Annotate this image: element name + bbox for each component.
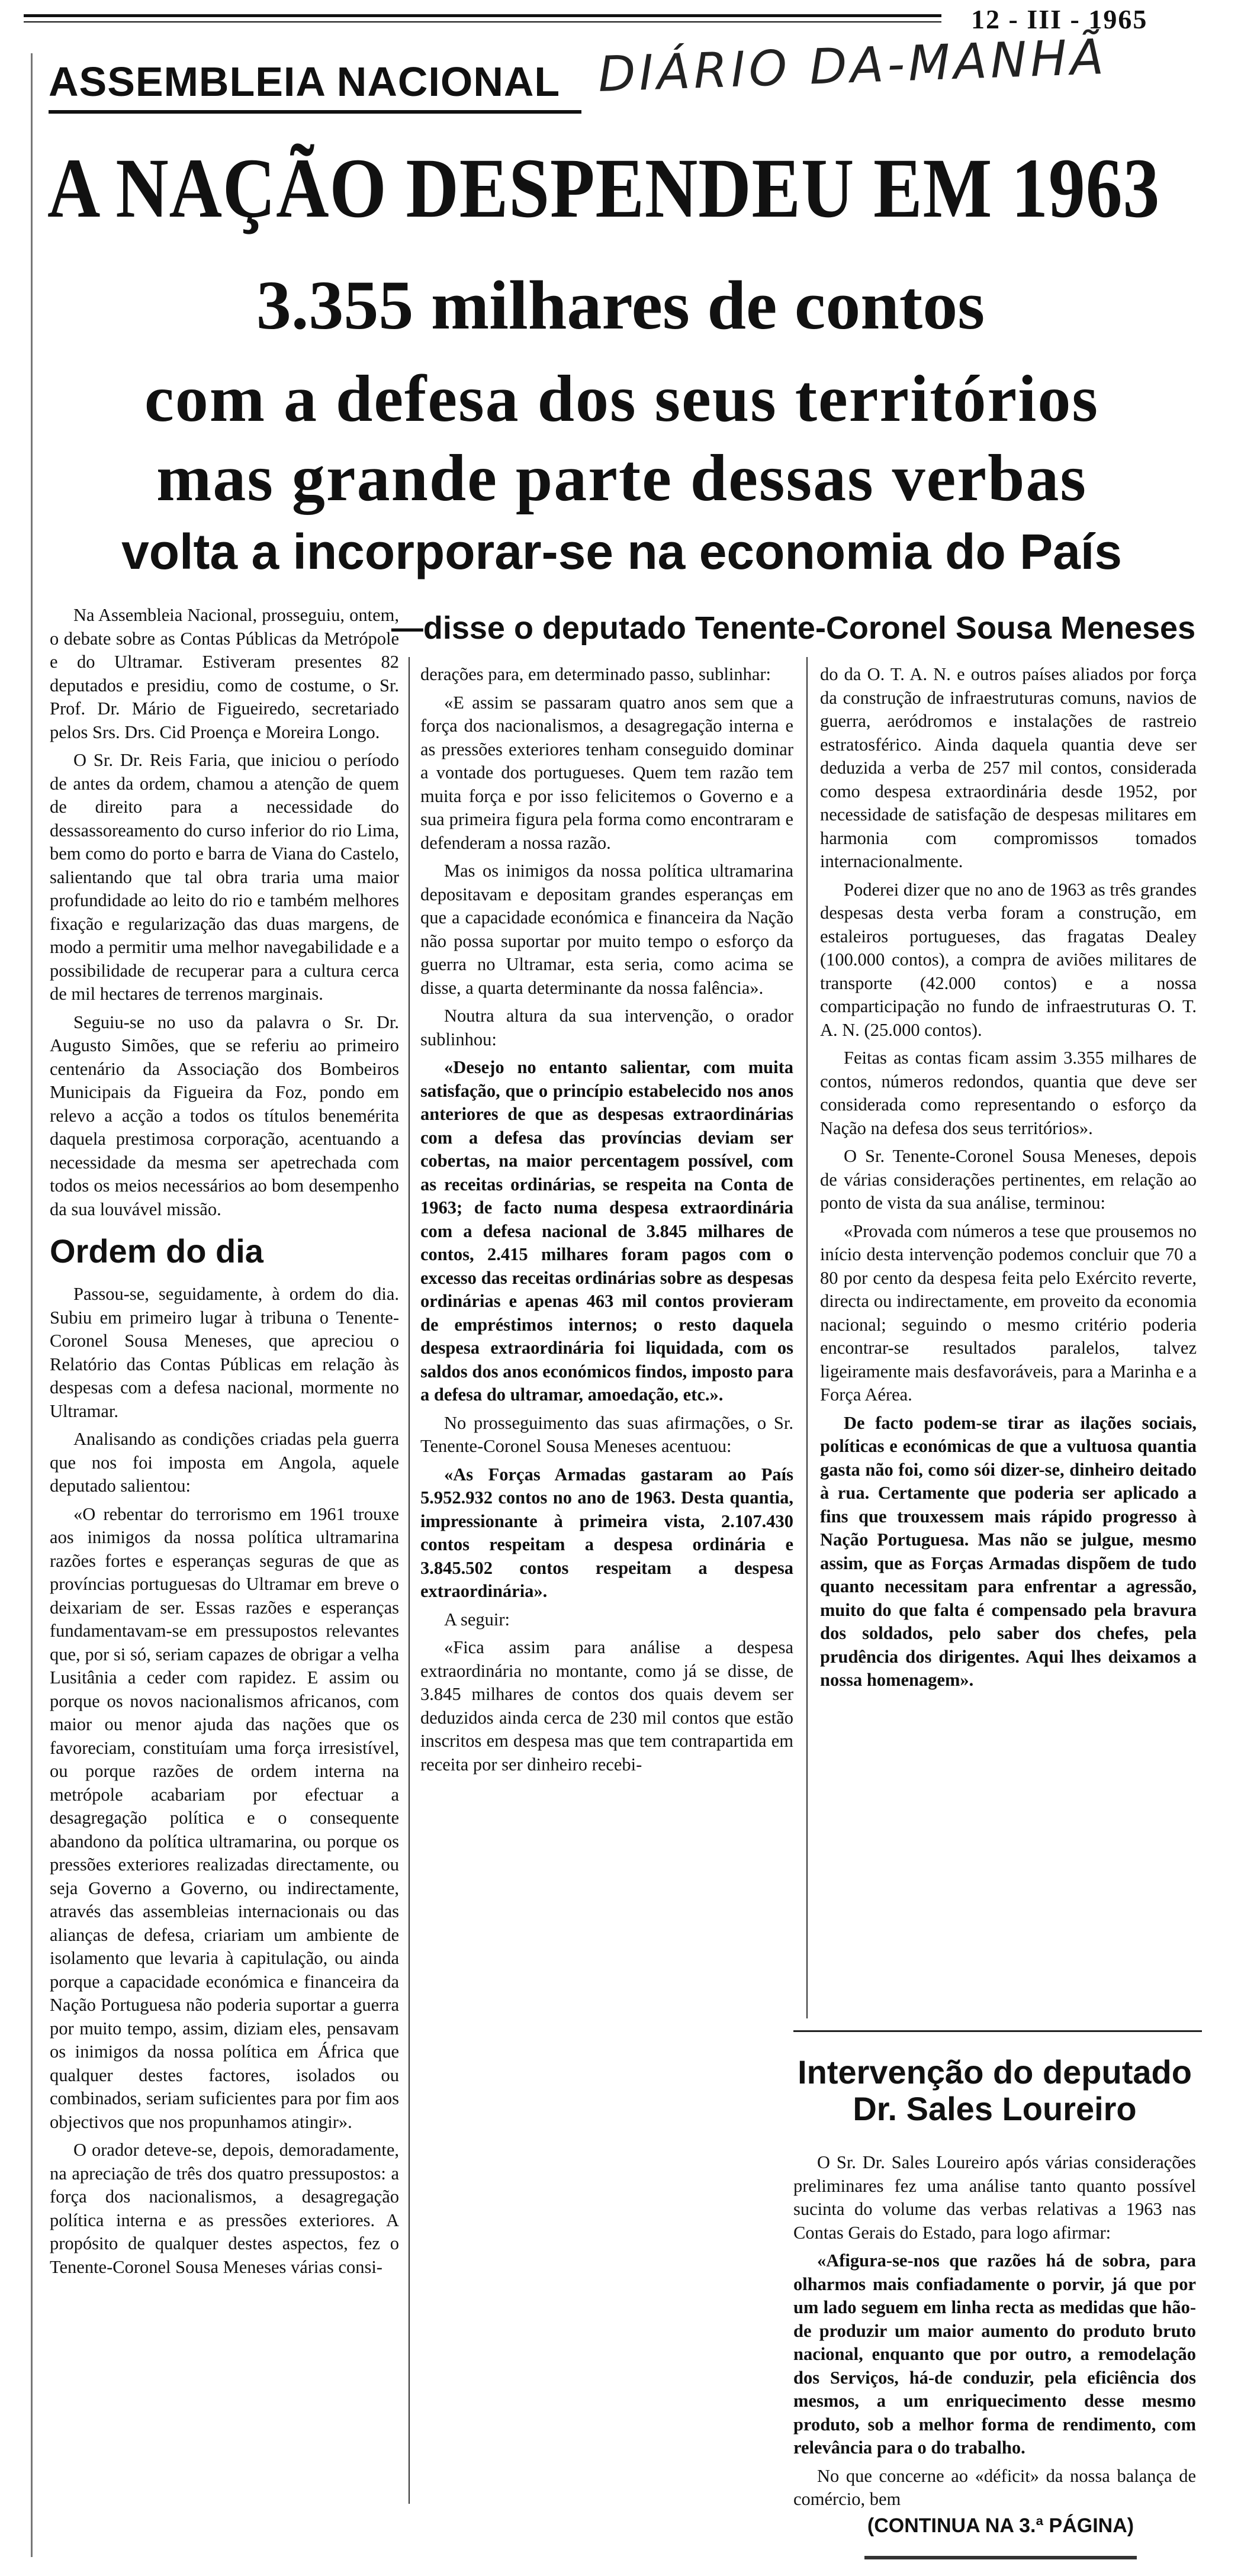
subhead-line: Dr. Sales Loureiro: [853, 2090, 1137, 2127]
paragraph: «Desejo no entanto salientar, com muita satisfação, que o princípio estabelecido nos anos anteriores de que as despesas extraordinárias com a defesa das províncias deviam ser cobertas, na maior percentagem possível, com as receitas ordinárias, se respeita na Conta de 1963; de facto numa despesa extraordinária com a defesa nacional de 3.845 milhares de contos, 2.415 milhares foram pagos com o excesso das receitas ordinárias sobre as despesas ordinárias e apenas 463 mil contos provieram de empréstimos internos; o resto daquela despesa extraordinária foi liquidada, com os saldos dos anos económicos findos, imposto para a defesa do ultramar, amoedação, etc.».: [420, 1057, 793, 1405]
headline-line-1: A NAÇÃO DESPENDEU EM 1963: [47, 141, 1160, 236]
subhead-intervencao: [793, 2054, 1196, 2127]
left-edge-line: [31, 53, 33, 2557]
top-rule: [24, 14, 941, 17]
paragraph: «O rebentar do terrorismo em 1961 trouxe aos inimigos da nossa política ultramarina razões fortes e esperanças seguras de que as províncias portuguesas do Ultramar em breve o deixariam de ser. Essas razões e esperanças fundamentavam-se em pressupostos relevantes que, por si só, seriam capazes de obrigar a velha Lusitânia a ceder com rapidez. E assim ou porque os novos nacionalismos africanos, com maior ou menor ajuda das nações que os favoreciam, constituíam uma força irresistível, ou porque razões de ordem interna na metrópole acabariam por efectuar a desagregação política e o consequente abandono da política ultramarina, ou porque os pressões exteriores realizadas directamente, ou seja Governo a Governo, ou indirectamente, através das assembleias internacionais ou das alianças de defesa, criariam um ambiente de isolamento que levaria à capitulação, ou ainda porque a capacidade económica e financeira da Nação Portuguesa não poderia suportar a guerra por muito tempo, assim, diziam eles, pensavam os inimigos da nossa política em África que qualquer destes factores, isolados ou combinados, seriam suficientes para por fim aos objectivos que nos propunhamos atingir».: [50, 1503, 399, 2132]
paragraph: A seguir:: [444, 1609, 510, 1630]
paragraph: «E assim se passaram quatro anos sem que a força dos nacionalismos, a desagregação interna e as pressões exteriores tenham conseguido dominar a vontade dos portugueses. Quem tem razão tem muita força e por isso felicitemos o Governo e a sua primeira figura pela forma como encontraram e defenderam a nossa razão.: [420, 692, 793, 853]
headline-line-5: volta a incorporar-se na economia do País: [121, 524, 1122, 579]
column-divider: [409, 657, 410, 2504]
section-rule: [793, 2030, 1202, 2032]
section-kicker: ASSEMBLEIA NACIONAL: [49, 59, 561, 105]
article-column-3: [820, 663, 1197, 1697]
subhead-ordem-do-dia: Ordem do dia: [50, 1232, 263, 1270]
headline-line-4: mas grande parte dessas verbas: [156, 442, 1087, 515]
paragraph: No que concerne ao «déficit» da nossa balança de comércio, bem: [793, 2465, 1196, 2509]
paragraph: Passou-se, seguidamente, à ordem do dia. Subiu em primeiro lugar à tribuna o Tenente-Coronel Sousa Meneses, que apreciou o Relatório das Contas Públicas em relação às despesas com a defesa nacional, mormente no Ultramar.: [50, 1284, 399, 1421]
paragraph: Seguiu-se no uso da palavra o Sr. Dr. Augusto Simões, que se referiu ao primeiro centenário da Associação dos Bombeiros Municipais da Figueira da Foz, pondo em relevo a acção a todos os títulos benemérita daquela prestimosa corporação, acentuando a necessidade da mesma ser apetrechada com todos os meios necessários ao bom desempenho da sua louvável missão.: [50, 1012, 399, 1219]
bottom-rule: [864, 2556, 1137, 2559]
paragraph: O Sr. Tenente-Coronel Sousa Meneses, depois de várias considerações pertinentes, em relação ao ponto de vista da sua análise, terminou:: [820, 1146, 1197, 1213]
paragraph: «Provada com números a tese que prousemos no início desta intervenção podemos concluir que 70 a 80 por cento da despesa feita pelo Exército reverte, directa ou indirectamente, em proveito da economia nacional; seguindo o mesmo critério poderia encontrar-se resultados paralelos, talvez ligeiramente mais desfavoráveis, para a Marinha e a Força Aérea.: [820, 1221, 1197, 1405]
paragraph: do da O. T. A. N. e outros países aliados por força da construção de infraestruturas comuns, navios de guerra, aeródromos e instalações de rastreio estratosférico. Ainda daquela quantia deve ser deduzida a verba de 257 mil contos, considerada como despesa extraordinária desde 1952, por necessidade de satisfação de despesas militares em harmonia com compromissos tomados internacionalmente.: [820, 664, 1197, 871]
continued-notice: (CONTINUA NA 3.ª PÁGINA): [867, 2514, 1134, 2537]
paragraph: Noutra altura da sua intervenção, o orador sublinhou:: [420, 1006, 793, 1049]
paragraph: Mas os inimigos da nossa política ultramarina depositavam e depositam grandes esperanças em que a capacidade económica e financeira da Nação não possa suportar por muito tempo o esforço da guerra no Ultramar, esta seria, como acima se disse, a quarta determinante da nossa falência».: [420, 861, 793, 998]
subhead-line: Intervenção do deputado: [798, 2053, 1192, 2091]
paragraph: «Fica assim para análise a despesa extraordinária no montante, como já se disse, de 3.845 milhares de contos dos quais devem ser deduzidos ainda cerca de 230 mil contos que estão inscritos em despesa mas que tem contrapartida em receita por ser dinheiro recebi-: [420, 1637, 793, 1775]
kicker-underline: [49, 110, 581, 114]
headline-line-2: 3.355 milhares de contos: [256, 266, 985, 344]
paragraph: «Afigura-se-nos que razões há de sobra, para olharmos mais confiadamente o porvir, já que por um lado seguem em linha recta as medidas que hão-de produzir um maior aumento do produto bruto nacional, enquanto que por outro, a remodelação dos Serviços, há-de conduzir, pela eficiência dos mesmos, a um enriquecimento desse mesmo produto, sob a melhor forma de rendimento, com relevância para o do trabalho.: [793, 2250, 1196, 2458]
headline-line-3: com a defesa dos seus territórios: [144, 362, 1099, 436]
paragraph: Poderei dizer que no ano de 1963 as três grandes despesas desta verba foram a construção, em estaleiros portugueses, das fragatas Dealey (100.000 contos), a compra de aviões militares de transporte (42.000 contos) e a nossa comparticipação no fundo de infraestruturas O. T. A. N. (25.000 contos).: [820, 879, 1197, 1040]
article-column-2: [420, 663, 793, 1781]
paragraph: O Sr. Dr. Reis Faria, que iniciou o período de antes da ordem, chamou a atenção de quem de direito para a necessidade do dessassoreamento do curso inferior do rio Lima, bem como do porto e barra de Viana do Castelo, salientando que tal obra traria uma maior profundidade ao leito do rio e também melhores fixação e regularização das duas margens, de modo a permitir uma melhor navegabilidade e a possibilidade de recuperar para a cultura cerca de mil hectares de terrenos marginais.: [50, 750, 399, 1004]
paragraph: derações para, em determinado passo, sublinhar:: [420, 664, 771, 684]
handwritten-note: DIÁRIO DA-MANHÃ: [597, 29, 1108, 103]
paragraph: O orador deteve-se, depois, demoradamente, na apreciação de três dos quatro pressupostos: a força dos nacionalismos, a desagregação política interna e as pressões exteriores. A propósito de qualquer destes aspectos, fez o Tenente-Coronel Sousa Meneses várias consi-: [50, 2140, 399, 2277]
paragraph: No prosseguimento das suas afirmações, o Sr. Tenente-Coronel Sousa Meneses acentuou:: [420, 1412, 793, 1456]
paragraph: Na Assembleia Nacional, prosseguiu, ontem, o debate sobre as Contas Públicas da Metrópole e do Ultramar. Estiveram presentes 82 deputados e presidiu, como de costume, o Sr. Prof. Dr. Mário de Figueiredo, secretariado pelos Srs. Drs. Cid Proença e Moreira Longo.: [50, 605, 399, 742]
article-column-3-continued: [793, 2054, 1196, 2516]
paragraph: Analisando as condições criadas pela guerra que nos foi imposta em Angola, aquele deputado salientou:: [50, 1429, 399, 1496]
article-column-1: [50, 604, 399, 2284]
top-rule-thin: [24, 21, 941, 22]
paragraph: De facto podem-se tirar as ilações sociais, políticas e económicas de que a vultuosa quantia gasta não foi, como sói dizer-se, dinheiro deitado à rua. Certamente que poderia ser aplicado a fins que trouxessem mais rápido progresso à Nação Portuguesa. Mas não se julgue, mesmo assim, que as Forças Armadas dispõem de tudo quanto necessitam para enfrentar a agressão, muito do que falta é compensado pela bravura dos soldados, pelo saber dos chefes, pela prudência dos dirigentes. Aqui lhes deixamos a nossa homenagem».: [820, 1412, 1197, 1690]
dateline: 12 - III - 1965: [971, 4, 1148, 34]
paragraph: O Sr. Dr. Sales Loureiro após várias considerações preliminares fez uma análise tanto quanto possível sucinta do volume das verbas relativas a 1963 nas Contas Gerais do Estado, para logo afirmar:: [793, 2152, 1196, 2243]
paragraph: Feitas as contas ficam assim 3.355 milhares de contos, números redondos, quantia que deve ser considerada como representando o esforço da Nação na defesa dos seus territórios».: [820, 1048, 1197, 1138]
column-divider: [806, 657, 808, 2018]
paragraph: «As Forças Armadas gastaram ao País 5.952.932 contos no ano de 1963. Desta quantia, impressionante à primeira vista, 2.107.430 contos respeitam a despesa ordinária e 3.845.502 contos respeitam a despesa extraordinária».: [420, 1464, 793, 1601]
byline: —disse o deputado Tenente-Coronel Sousa Meneses: [391, 610, 1196, 646]
